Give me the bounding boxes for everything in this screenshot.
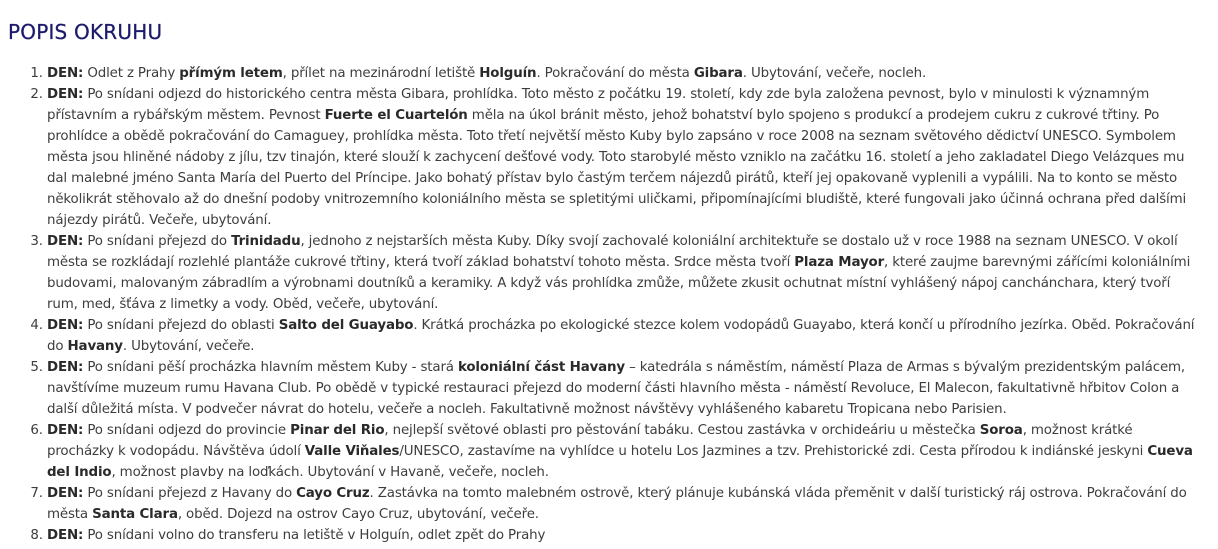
highlight-text: Santa Clara [92, 507, 178, 522]
day-item [47, 357, 1198, 420]
highlight-text: DEN: [47, 423, 84, 438]
day-item [47, 483, 1198, 525]
day-text: Po snídani pěší procházka hlavním městem Kuby - stará [83, 360, 458, 375]
day-text: Po snídani přejezd do [83, 234, 232, 249]
highlight-text: Cayo Cruz [296, 486, 370, 501]
tour-description [8, 18, 1198, 546]
highlight-text: koloniální část Havany [457, 360, 626, 375]
highlight-text: Holguín [479, 66, 537, 81]
day-text: . Krátká procházka po ekologické stezce kolem vodopádů Guayabo, která končí u přírodního jezírka. Oběd. Pokračování do [47, 318, 1195, 354]
highlight-text: Salto del Guayabo [278, 318, 414, 333]
day-item [47, 315, 1198, 357]
highlight-text: Gibara [693, 66, 743, 81]
day-text: Po snídani volno do transferu na letiště v Holguín, odlet zpět do Prahy [83, 528, 546, 543]
highlight-text: Soroa [979, 423, 1023, 438]
day-text: , možnost krátké procházky k vodopádu. Návštěva údolí [47, 423, 1133, 459]
day-text: . Ubytování, večeře, nocleh. [742, 66, 927, 81]
highlight-text: Fuerte el Cuartelón [324, 108, 468, 123]
day-text: Po snídani přejezd z Havany do [83, 486, 297, 501]
day-text: . Ubytování, večeře. [122, 339, 255, 354]
day-text: – katedrála s náměstím, náměstí Plaza de Armas s bývalým prezidentským palácem, navštívíme muzeum rumu Havana Club. Po obědě v typické restauraci přejezd do moderní části hlavního města - náměstí Revoluce, El Malecon, fakultativně hřbitov Colon a další důležitá místa. V podvečer návrat do hotelu, večeře a nocleh. Fakultativně možnost návštěvy vyhlášeného kabaretu Tropicana nebo Parisien. [47, 360, 1186, 417]
day-text: , nejlepší světové oblasti pro pěstování tabáku. Cestou zastávka v orchideáriu u městečka [384, 423, 980, 438]
day-text: , jednoho z nejstarších města Kuby. Díky svojí zachovalé koloniální architektuře se dostalo už v roce 1988 na seznam UNESCO. V okolí města se rozkládají rozlehlé plantáže cukrové třtiny, která tvoří základ bohatství tohoto města. Srdce města tvoří [47, 234, 1178, 270]
day-text: Po snídani odjezd do provincie [83, 423, 291, 438]
day-item [47, 420, 1198, 483]
highlight-text: DEN: [47, 234, 84, 249]
day-text: Po snídani odjezd do historického centra města Gibara, prohlídka. Toto město z počátku 19. století, kdy zde byla založena pevnost, bylo v minulosti k významným přístavním a rybářským městem. Pevnost [47, 87, 1150, 123]
section-title: POPIS OKRUHU [8, 20, 163, 44]
highlight-text: Trinidadu [231, 234, 301, 249]
highlight-text: DEN: [47, 528, 84, 543]
day-text: . Pokračování do města [536, 66, 694, 81]
highlight-text: DEN: [47, 486, 84, 501]
highlight-text: Plaza Mayor [794, 255, 885, 270]
day-text: , které zaujme barevnými zářícími koloniálními budovami, malovaným zábradlím a výrobnami doutníků a keramiky. A když vás prohlídka zmůže, můžete zkusit ochutnat místní vyhlášený nápoj canchánchara, který tvoří rum, med, šťáva z limetky a vody. Oběd, večeře, ubytování. [47, 255, 1191, 312]
day-item [47, 84, 1198, 231]
day-item [47, 525, 1198, 546]
day-item [47, 63, 1198, 84]
highlight-text: Cueva del Indio [47, 444, 1193, 480]
day-list [8, 63, 1198, 546]
day-text: Odlet z Prahy [83, 66, 180, 81]
highlight-text: přímým letem [179, 66, 283, 81]
day-text: měla na úkol bránit město, jehož bohatství bylo spojeno s produkcí a prodejem cukru z cukrové třtiny. Po prohlídce a obědě pokračování do Camaguey, prohlídka města. Toto třetí největší město Kuby bylo zapsáno v roce 2008 na seznam světového dědictví UNESCO. Symbolem města jsou hliněné nádoby z jílu, tzv tinajón, které slouží k zachycení dešťové vody. Toto starobylé město vzniklo na začátku 16. století a jeho zakladatel Diego Velázques mu dal malebné jméno Santa María del Puerto del Príncipe. Jako bohatý přístav bylo častým terčem nájezdů pirátů, kteří jej opakovaně vyplenili a vypálili. Na to konto se město několikrát stěhovalo až do dnešní podoby vnitrozemního koloniálního města se spletitými uličkami, připomínajícími bludiště, které fungovali jako účinná ochrana před dalšími nájezdy pirátů. Večeře, ubytování. [47, 108, 1187, 228]
day-text: Po snídani přejezd do oblasti [83, 318, 279, 333]
day-text: , oběd. Dojezd na ostrov Cayo Cruz, ubytování, večeře. [177, 507, 539, 522]
highlight-text: DEN: [47, 87, 84, 102]
day-text: /UNESCO, zastavíme na vyhlídce u hotelu Los Jazmines a tzv. Prehistorické zdi. Cesta přírodou k indiánské jeskyni [399, 444, 1148, 459]
highlight-text: Pinar del Rio [290, 423, 385, 438]
highlight-text: Havany [67, 339, 123, 354]
highlight-text: DEN: [47, 318, 84, 333]
highlight-text: Valle Viňales [304, 444, 400, 459]
day-text: , možnost plavby na loďkách. Ubytování v Havaně, večeře, nocleh. [111, 465, 549, 480]
day-text: , přílet na mezinárodní letiště [282, 66, 480, 81]
highlight-text: DEN: [47, 66, 84, 81]
day-text: . Zastávka na tomto malebném ostrově, který plánuje kubánská vláda přeměnit v další turistický ráj ostrova. Pokračování do města [47, 486, 1187, 522]
highlight-text: DEN: [47, 360, 84, 375]
day-item [47, 231, 1198, 315]
